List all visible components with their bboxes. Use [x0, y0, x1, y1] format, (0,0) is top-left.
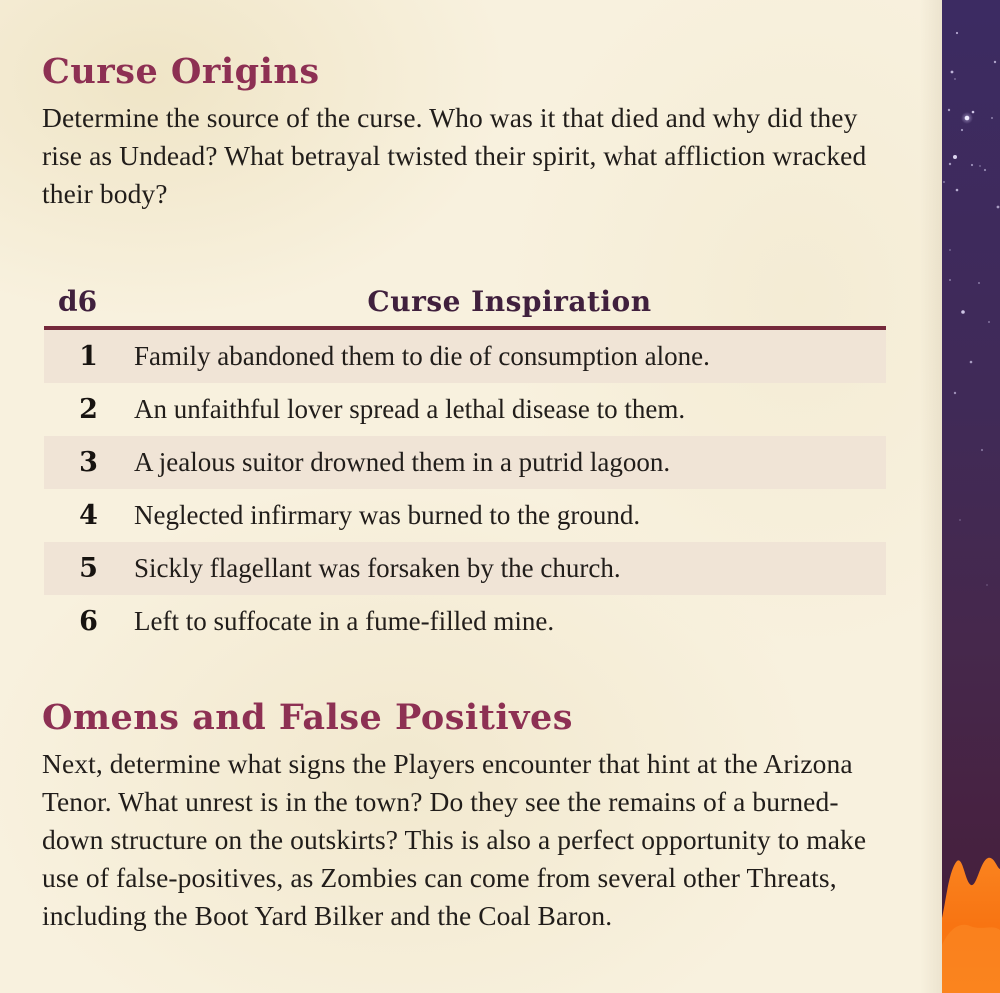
night-sky-fire-artwork [942, 0, 1000, 993]
roll-result-text: A jealous suitor drowned them in a putrid lagoon. [134, 447, 671, 478]
curse-origins-heading: Curse Origins [42, 51, 320, 92]
roll-number: 3 [79, 447, 98, 479]
table-header-d6: d6 [58, 285, 98, 319]
roll-number: 4 [79, 500, 98, 532]
roll-number: 1 [79, 341, 98, 373]
roll-result-text: Neglected infirmary was burned to the ground. [134, 500, 641, 531]
section-omens-false-positives [42, 698, 888, 935]
section-curse-origins [42, 52, 888, 213]
table-row [44, 595, 886, 648]
roll-number: 6 [79, 606, 98, 638]
roll-result-text: Left to suffocate in a fume-filled mine. [134, 606, 555, 637]
table-header-curse-inspiration: Curse Inspiration [367, 285, 652, 319]
table-row [44, 489, 886, 542]
curse-inspiration-table [44, 285, 886, 648]
omens-body: Next, determine what signs the Players encounter that hint at the Arizona Tenor. What unrest is in the town? Do they see the remains of a burned-down structure on the outskirts? This is also a perfect opportunity to make use of false-positives, as Zombies can come from several other Threats, including the Boot Yard Bilker and the Coal Baron. [42, 748, 867, 932]
roll-number: 5 [79, 553, 98, 585]
roll-result-text: Family abandoned them to die of consumption alone. [134, 341, 710, 372]
page-edge-shadow [920, 0, 942, 993]
table-row [44, 383, 886, 436]
omens-heading: Omens and False Positives [42, 697, 573, 739]
table-row [44, 436, 886, 489]
curse-origins-body: Determine the source of the curse. Who was it that died and why did they rise as Undead? What betrayal twisted their spirit, what affliction wracked their body? [42, 102, 867, 210]
roll-result-text: An unfaithful lover spread a lethal disease to them. [134, 394, 686, 425]
table-row [44, 542, 886, 595]
table-header-row [44, 285, 886, 326]
page-content [42, 0, 888, 935]
roll-number: 2 [79, 394, 98, 426]
roll-result-text: Sickly flagellant was forsaken by the church. [134, 553, 621, 584]
table-row [44, 330, 886, 383]
